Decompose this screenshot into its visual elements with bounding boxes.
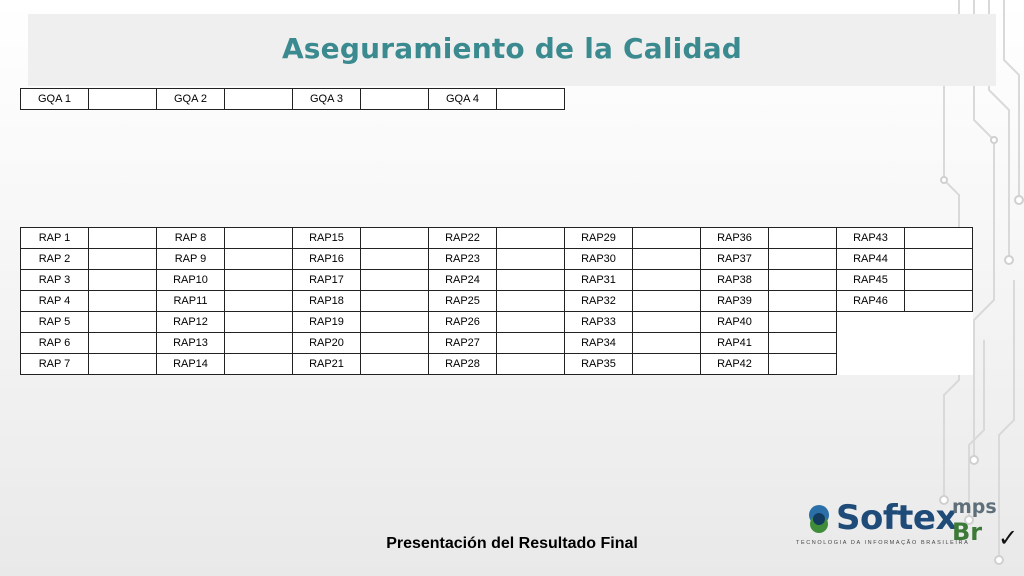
rap-label: RAP21: [293, 354, 361, 375]
rap-value-cell: [497, 291, 565, 312]
rap-value-cell: [633, 270, 701, 291]
logo-brand: Softex: [836, 498, 957, 538]
rap-value-cell: [497, 333, 565, 354]
logo-br: Br: [952, 518, 983, 546]
rap-value-cell: [769, 228, 837, 249]
rap-value-cell: [361, 354, 429, 375]
rap-label: RAP18: [293, 291, 361, 312]
rap-value-cell: [225, 291, 293, 312]
empty-cell: [905, 333, 973, 354]
rap-label: RAP25: [429, 291, 497, 312]
rap-label: RAP45: [837, 270, 905, 291]
rap-value-cell: [769, 354, 837, 375]
rap-value-cell: [361, 312, 429, 333]
empty-cell: [905, 312, 973, 333]
rap-label: RAP43: [837, 228, 905, 249]
table-row: [21, 354, 973, 375]
rap-value-cell: [89, 291, 157, 312]
rap-label: RAP22: [429, 228, 497, 249]
rap-label: RAP11: [157, 291, 225, 312]
rap-label: RAP30: [565, 249, 633, 270]
rap-value-cell: [89, 228, 157, 249]
rap-label: RAP32: [565, 291, 633, 312]
rap-table: [20, 227, 973, 375]
rap-value-cell: [633, 291, 701, 312]
rap-value-cell: [89, 270, 157, 291]
softex-mpsbr-logo: [796, 498, 1022, 558]
rap-label: RAP10: [157, 270, 225, 291]
gqa-value-cell: [89, 89, 157, 110]
rap-label: RAP26: [429, 312, 497, 333]
rap-value-cell: [89, 249, 157, 270]
rap-value-cell: [905, 249, 973, 270]
table-row: [21, 333, 973, 354]
rap-label: RAP31: [565, 270, 633, 291]
rap-value-cell: [905, 270, 973, 291]
gqa-label: GQA 2: [157, 89, 225, 110]
rap-label: RAP 7: [21, 354, 89, 375]
logo-tagline: TECNOLOGIA DA INFORMAÇÃO BRASILEIRA: [796, 540, 970, 546]
rap-label: RAP17: [293, 270, 361, 291]
table-row: [21, 228, 973, 249]
rap-label: RAP14: [157, 354, 225, 375]
rap-label: RAP13: [157, 333, 225, 354]
rap-label: RAP 3: [21, 270, 89, 291]
rap-value-cell: [89, 312, 157, 333]
rap-label: RAP12: [157, 312, 225, 333]
rap-label: RAP34: [565, 333, 633, 354]
rap-value-cell: [497, 270, 565, 291]
rap-value-cell: [361, 291, 429, 312]
rap-value-cell: [497, 312, 565, 333]
gqa-table: [20, 88, 565, 110]
rap-value-cell: [361, 228, 429, 249]
empty-cell: [837, 333, 905, 354]
rap-value-cell: [497, 228, 565, 249]
rap-label: RAP27: [429, 333, 497, 354]
rap-label: RAP41: [701, 333, 769, 354]
rap-label: RAP40: [701, 312, 769, 333]
checkmark-icon: ✓: [998, 525, 1019, 552]
rap-value-cell: [633, 354, 701, 375]
rap-value-cell: [361, 333, 429, 354]
rap-value-cell: [225, 249, 293, 270]
rap-label: RAP 4: [21, 291, 89, 312]
rap-value-cell: [89, 354, 157, 375]
rap-label: RAP35: [565, 354, 633, 375]
rap-value-cell: [89, 333, 157, 354]
rap-value-cell: [769, 291, 837, 312]
gqa-value-cell: [225, 89, 293, 110]
gqa-label: GQA 3: [293, 89, 361, 110]
page-title: Aseguramiento de la Calidad: [281, 32, 743, 65]
rap-label: RAP 8: [157, 228, 225, 249]
rap-label: RAP 6: [21, 333, 89, 354]
rap-label: RAP 2: [21, 249, 89, 270]
table-row: [21, 312, 973, 333]
table-row: [21, 249, 973, 270]
rap-label: RAP33: [565, 312, 633, 333]
rap-label: RAP 5: [21, 312, 89, 333]
rap-value-cell: [225, 354, 293, 375]
rap-label: RAP38: [701, 270, 769, 291]
rap-value-cell: [225, 312, 293, 333]
empty-cell: [837, 354, 905, 375]
rap-label: RAP42: [701, 354, 769, 375]
rap-label: RAP 9: [157, 249, 225, 270]
rap-label: RAP16: [293, 249, 361, 270]
rap-value-cell: [225, 333, 293, 354]
rap-label: RAP24: [429, 270, 497, 291]
rap-value-cell: [769, 333, 837, 354]
rap-label: RAP15: [293, 228, 361, 249]
rap-label: RAP36: [701, 228, 769, 249]
empty-cell: [905, 354, 973, 375]
rap-label: RAP29: [565, 228, 633, 249]
rap-label: RAP39: [701, 291, 769, 312]
rap-value-cell: [633, 249, 701, 270]
table-row: [21, 291, 973, 312]
rap-value-cell: [905, 291, 973, 312]
gqa-value-cell: [361, 89, 429, 110]
footer-caption: Presentación del Resultado Final: [386, 535, 638, 552]
rap-value-cell: [905, 228, 973, 249]
rap-table-body: [21, 228, 973, 375]
table-row: [21, 270, 973, 291]
gqa-label: GQA 1: [21, 89, 89, 110]
rap-label: RAP 1: [21, 228, 89, 249]
rap-value-cell: [361, 249, 429, 270]
rap-value-cell: [361, 270, 429, 291]
rap-label: RAP44: [837, 249, 905, 270]
rap-value-cell: [497, 354, 565, 375]
logo-mps: mps: [952, 496, 997, 518]
rap-value-cell: [225, 270, 293, 291]
rap-label: RAP37: [701, 249, 769, 270]
rap-value-cell: [769, 270, 837, 291]
rap-value-cell: [633, 333, 701, 354]
rap-value-cell: [769, 312, 837, 333]
rap-label: RAP28: [429, 354, 497, 375]
rap-label: RAP19: [293, 312, 361, 333]
table-row: [21, 89, 565, 110]
rap-value-cell: [225, 228, 293, 249]
gqa-value-cell: [497, 89, 565, 110]
softex-emblem-icon: [806, 504, 832, 534]
empty-cell: [837, 312, 905, 333]
rap-value-cell: [633, 312, 701, 333]
rap-label: RAP46: [837, 291, 905, 312]
rap-value-cell: [633, 228, 701, 249]
rap-value-cell: [769, 249, 837, 270]
rap-label: RAP23: [429, 249, 497, 270]
rap-value-cell: [497, 249, 565, 270]
rap-label: RAP20: [293, 333, 361, 354]
gqa-label: GQA 4: [429, 89, 497, 110]
